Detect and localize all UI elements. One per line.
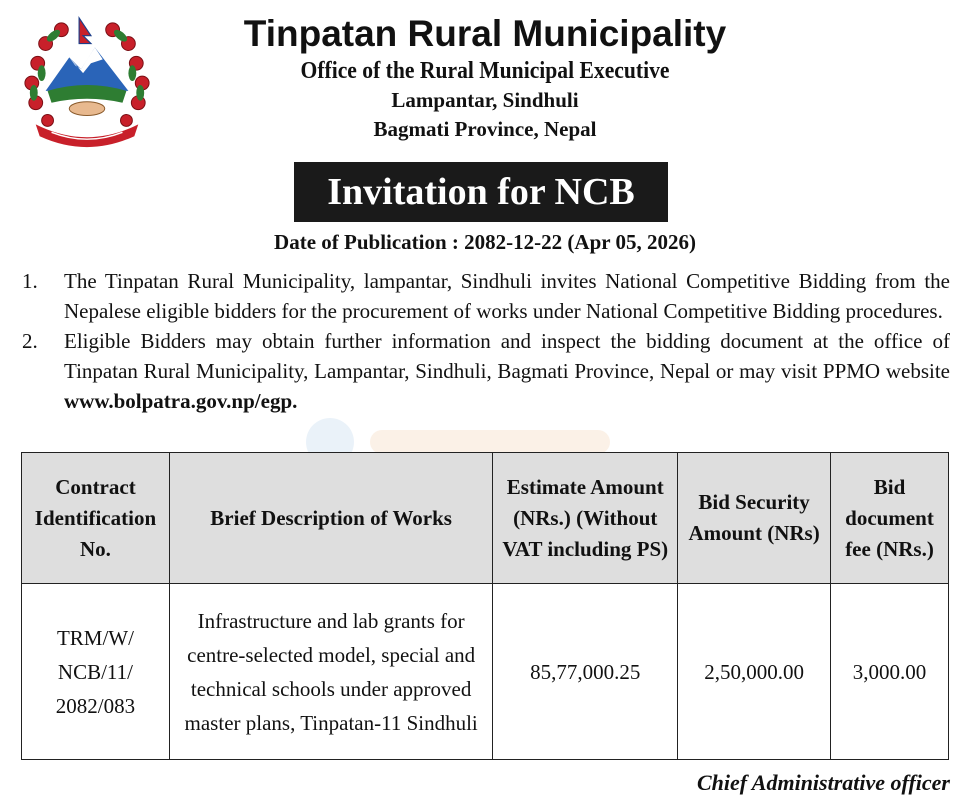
cell-document-fee: 3,000.00 bbox=[831, 584, 949, 760]
contract-table bbox=[21, 452, 949, 760]
table-row bbox=[22, 584, 949, 760]
col-description: Brief Description of Works bbox=[169, 453, 492, 584]
nepal-emblem-logo bbox=[18, 14, 156, 152]
signatory-title: Chief Administrative officer bbox=[697, 770, 950, 795]
municipality-title: Tinpatan Rural Municipality bbox=[243, 13, 727, 54]
list-item bbox=[22, 326, 950, 416]
notice-banner-text: Invitation for NCB bbox=[327, 171, 635, 213]
col-contract-id: Contract Identification No. bbox=[22, 453, 170, 584]
cell-contract-id: TRM/W/ NCB/11/ 2082/083 bbox=[22, 584, 170, 760]
item-text: The Tinpatan Rural Municipality, lampantar, Sindhuli invites National Competitive Bidding from the Nepalese eligible bidders for the procurement of works under National Competitive Bidding procedures. bbox=[64, 269, 950, 323]
item-number: 2. bbox=[22, 329, 38, 353]
cell-description: Infrastructure and lab grants for centre-selected model, special and technical schools under approved master plans, Tinpatan-11 Sindhuli bbox=[169, 584, 492, 760]
list-item bbox=[22, 266, 950, 326]
table-header-row bbox=[22, 453, 949, 584]
letterhead bbox=[160, 12, 810, 144]
office-name: Office of the Rural Municipal Executive bbox=[300, 58, 670, 84]
ppmo-website-link[interactable]: www.bolpatra.gov.np/egp. bbox=[64, 389, 298, 413]
item-text bbox=[64, 326, 950, 416]
publication-date: Date of Publication : 2082-12-22 (Apr 05, 2026) bbox=[274, 230, 696, 254]
office-province: Bagmati Province, Nepal bbox=[373, 117, 597, 141]
col-bid-security: Bid Security Amount (NRs) bbox=[678, 453, 831, 584]
office-location: Lampantar, Sindhuli bbox=[391, 88, 579, 112]
notice-items bbox=[22, 266, 950, 416]
col-estimate-amount: Estimate Amount (NRs.) (Without VAT including PS) bbox=[493, 453, 678, 584]
item-text-body: Eligible Bidders may obtain further information and inspect the bidding document at the office of Tinpatan Rural Municipality, Lampantar, Sindhuli, Bagmati Province, Nepal or may visit PPMO website bbox=[64, 329, 950, 383]
cell-bid-security: 2,50,000.00 bbox=[678, 584, 831, 760]
notice-banner bbox=[294, 162, 668, 222]
cell-estimate-amount: 85,77,000.25 bbox=[493, 584, 678, 760]
item-number: 1. bbox=[22, 269, 38, 293]
col-document-fee: Bid document fee (NRs.) bbox=[831, 453, 949, 584]
